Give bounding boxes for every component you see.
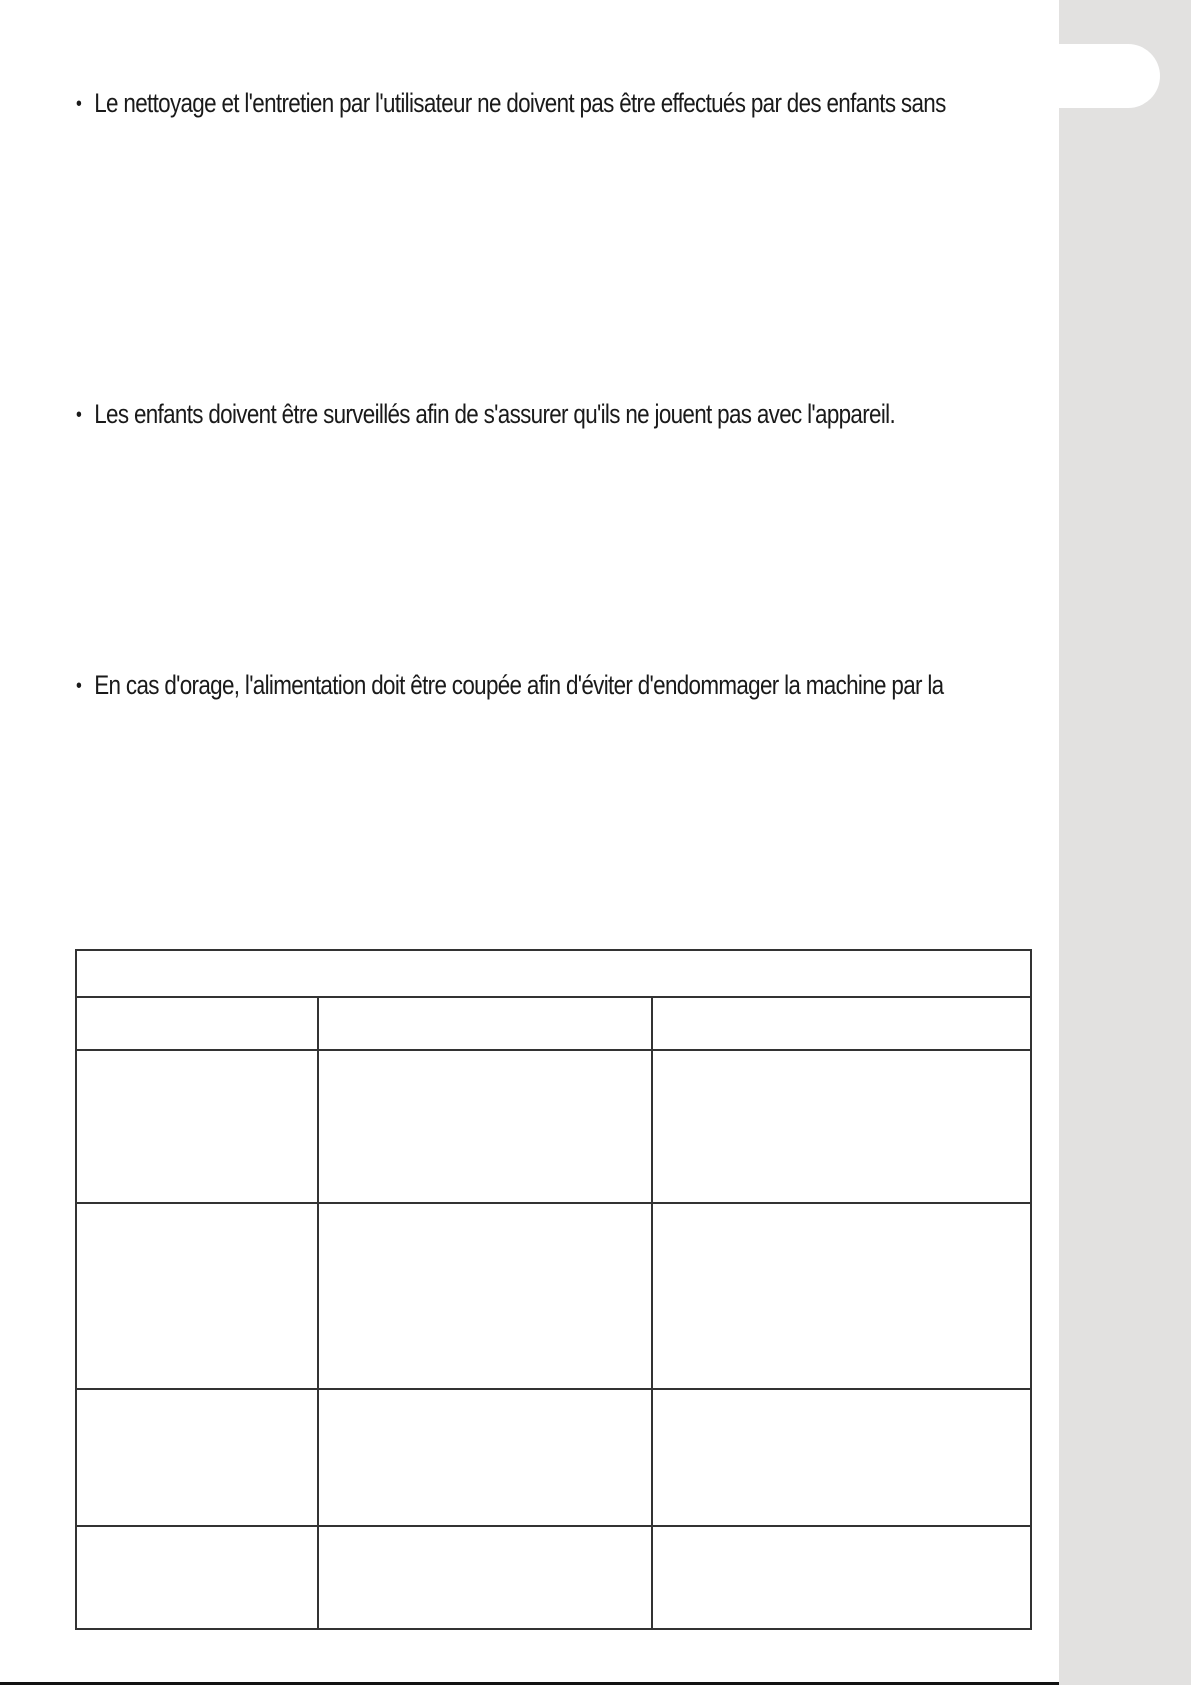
bullet-marker: • [76, 93, 82, 115]
chapter-tab [1059, 44, 1160, 108]
data-table [75, 949, 1032, 1630]
side-margin-band [1059, 0, 1191, 1685]
bullet-text: Le nettoyage et l'entretien par l'utilisateur ne doivent pas être effectués par des enfants sans [94, 88, 946, 118]
table-header-divider [77, 996, 1030, 998]
table-column-divider [317, 997, 319, 1628]
bullet-item-storm [76, 667, 944, 704]
bullet-item-cleaning [76, 85, 946, 122]
bullet-text: Les enfants doivent être surveillés afin de s'assurer qu'ils ne jouent pas avec l'appareil. [94, 399, 896, 429]
bullet-marker: • [76, 675, 82, 697]
table-column-divider [651, 997, 653, 1628]
bullet-marker: • [76, 404, 82, 426]
bullet-item-children [76, 396, 896, 433]
table-row-divider [77, 1525, 1030, 1527]
table-row-divider [77, 1388, 1030, 1390]
table-row-divider [77, 1049, 1030, 1051]
bullet-text: En cas d'orage, l'alimentation doit être coupée afin d'éviter d'endommager la machine par la [94, 670, 944, 700]
table-row-divider [77, 1202, 1030, 1204]
